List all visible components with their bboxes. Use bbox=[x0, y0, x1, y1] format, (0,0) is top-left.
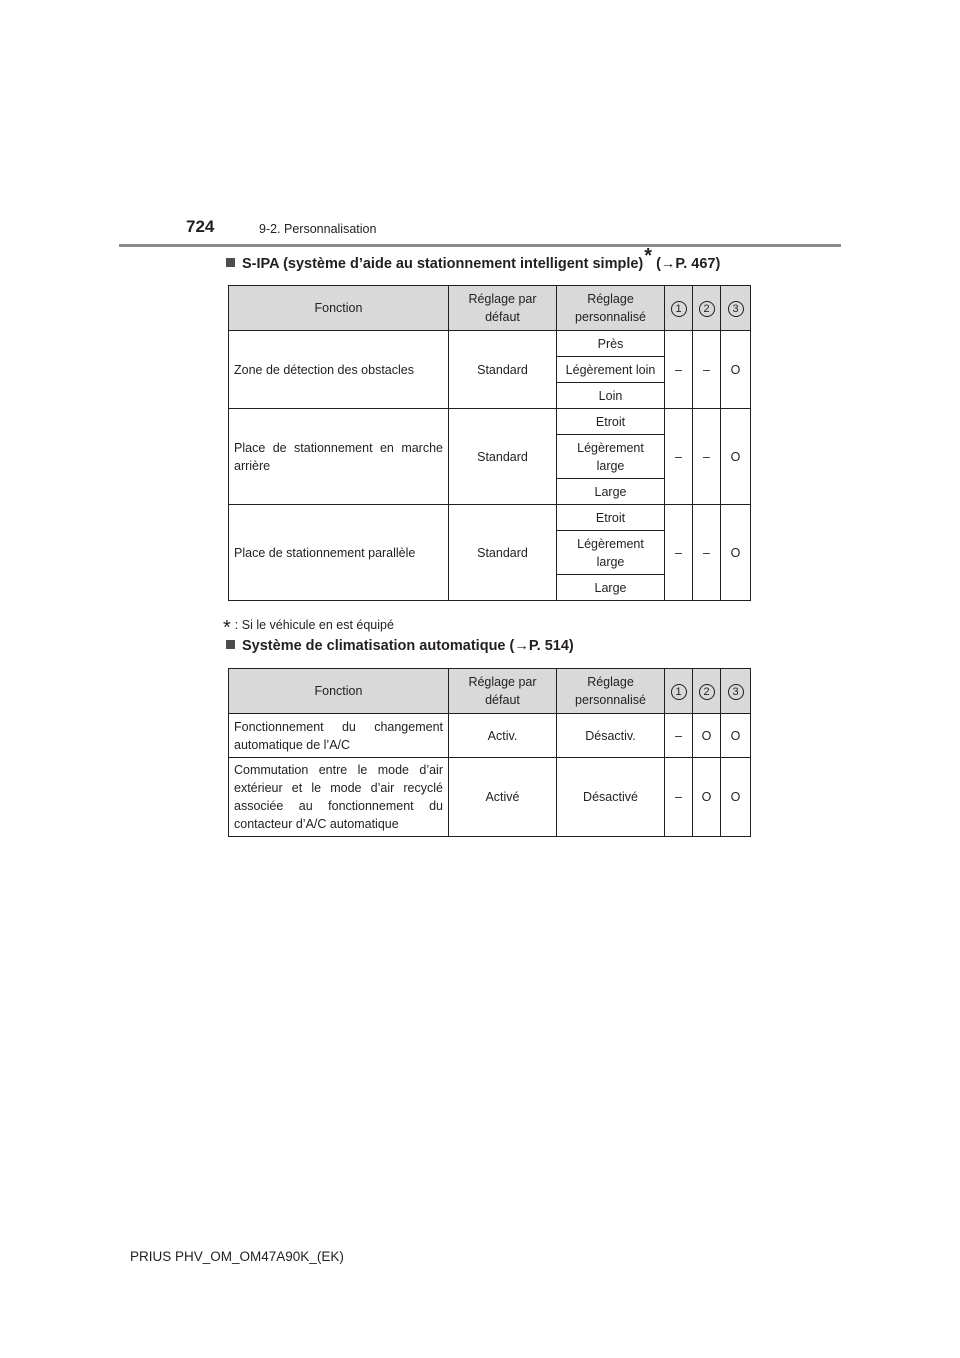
cell-option: Large bbox=[557, 479, 665, 505]
cell-custom: Désactiv. bbox=[557, 714, 665, 758]
cell-mark-3: O bbox=[721, 505, 751, 601]
cell-mark-1: – bbox=[665, 331, 693, 409]
document-code: PRIUS PHV_OM_OM47A90K_(EK) bbox=[130, 1249, 344, 1264]
page-number: 724 bbox=[186, 217, 215, 236]
column-header-1 bbox=[665, 669, 693, 714]
circled-2-icon: 2 bbox=[699, 684, 715, 700]
cell-mark-2: O bbox=[693, 714, 721, 758]
cell-fonction: Commutation entre le mode d’air extérieur et le mode d’air recyclé associée au fonctionnement du contacteur d’A/C automatique bbox=[229, 758, 449, 837]
circled-3-icon: 3 bbox=[728, 301, 744, 317]
cell-mark-3: O bbox=[721, 331, 751, 409]
chapter-title: 9-2. Personnalisation bbox=[259, 222, 377, 236]
cell-custom: Désactivé bbox=[557, 758, 665, 837]
table-row bbox=[229, 505, 751, 531]
column-header-custom: Réglage personnalisé bbox=[557, 286, 665, 331]
column-header-default: Réglage par défaut bbox=[449, 286, 557, 331]
cell-option: Légèrement loin bbox=[557, 357, 665, 383]
cell-default: Activ. bbox=[449, 714, 557, 758]
cell-mark-1: – bbox=[665, 714, 693, 758]
cell-default: Activé bbox=[449, 758, 557, 837]
cell-mark-2: – bbox=[693, 331, 721, 409]
cell-mark-1: – bbox=[665, 409, 693, 505]
table-row bbox=[229, 409, 751, 435]
column-header-default: Réglage par défaut bbox=[449, 669, 557, 714]
column-header-3 bbox=[721, 286, 751, 331]
table-row bbox=[229, 331, 751, 357]
table-row bbox=[229, 758, 751, 837]
climatisation-settings-table bbox=[228, 668, 751, 837]
asterisk-mark: * bbox=[223, 617, 231, 639]
cell-mark-1: – bbox=[665, 505, 693, 601]
column-header-2 bbox=[693, 286, 721, 331]
section-title-climatisation bbox=[226, 638, 574, 654]
circled-1-icon: 1 bbox=[671, 301, 687, 317]
cell-option: Loin bbox=[557, 383, 665, 409]
cell-mark-2: – bbox=[693, 505, 721, 601]
cell-default: Standard bbox=[449, 331, 557, 409]
cell-option: Etroit bbox=[557, 505, 665, 531]
section-title-sipa bbox=[226, 245, 721, 272]
asterisk-mark: * bbox=[644, 245, 653, 267]
column-header-fonction: Fonction bbox=[229, 286, 449, 331]
column-header-1 bbox=[665, 286, 693, 331]
table-header-row bbox=[229, 286, 751, 331]
cell-fonction: Place de stationnement parallèle bbox=[229, 505, 449, 601]
cell-option: Etroit bbox=[557, 409, 665, 435]
header-divider bbox=[119, 244, 841, 247]
section-title-text: S-IPA (système d’aide au stationnement intelligent simple) bbox=[242, 256, 644, 272]
square-bullet-icon bbox=[226, 640, 235, 649]
circled-2-icon: 2 bbox=[699, 301, 715, 317]
cell-option: Large bbox=[557, 575, 665, 601]
table-row bbox=[229, 714, 751, 758]
cell-default: Standard bbox=[449, 409, 557, 505]
circled-1-icon: 1 bbox=[671, 684, 687, 700]
cell-fonction: Zone de détection des obstacles bbox=[229, 331, 449, 409]
cell-fonction: Place de stationnement en marche arrière bbox=[229, 409, 449, 505]
cell-mark-3: O bbox=[721, 758, 751, 837]
column-header-3 bbox=[721, 669, 751, 714]
cell-mark-2: O bbox=[693, 758, 721, 837]
circled-3-icon: 3 bbox=[728, 684, 744, 700]
page-reference: (→P. 467) bbox=[656, 256, 721, 272]
cell-mark-1: – bbox=[665, 758, 693, 837]
section-title-text: Système de climatisation automatique bbox=[242, 638, 506, 654]
cell-fonction: Fonctionnement du changement automatique de l’A/C bbox=[229, 714, 449, 758]
cell-option: Près bbox=[557, 331, 665, 357]
table-header-row bbox=[229, 669, 751, 714]
cell-mark-2: – bbox=[693, 409, 721, 505]
cell-mark-3: O bbox=[721, 409, 751, 505]
cell-mark-3: O bbox=[721, 714, 751, 758]
square-bullet-icon bbox=[226, 258, 235, 267]
column-header-custom: Réglage personnalisé bbox=[557, 669, 665, 714]
column-header-fonction: Fonction bbox=[229, 669, 449, 714]
footnote bbox=[223, 612, 394, 639]
column-header-2 bbox=[693, 669, 721, 714]
cell-option: Légèrement large bbox=[557, 435, 665, 479]
footnote-text: : Si le véhicule en est équipé bbox=[234, 618, 394, 632]
cell-default: Standard bbox=[449, 505, 557, 601]
cell-option: Légèrement large bbox=[557, 531, 665, 575]
sipa-settings-table bbox=[228, 285, 751, 601]
page-reference: (→P. 514) bbox=[509, 638, 574, 654]
